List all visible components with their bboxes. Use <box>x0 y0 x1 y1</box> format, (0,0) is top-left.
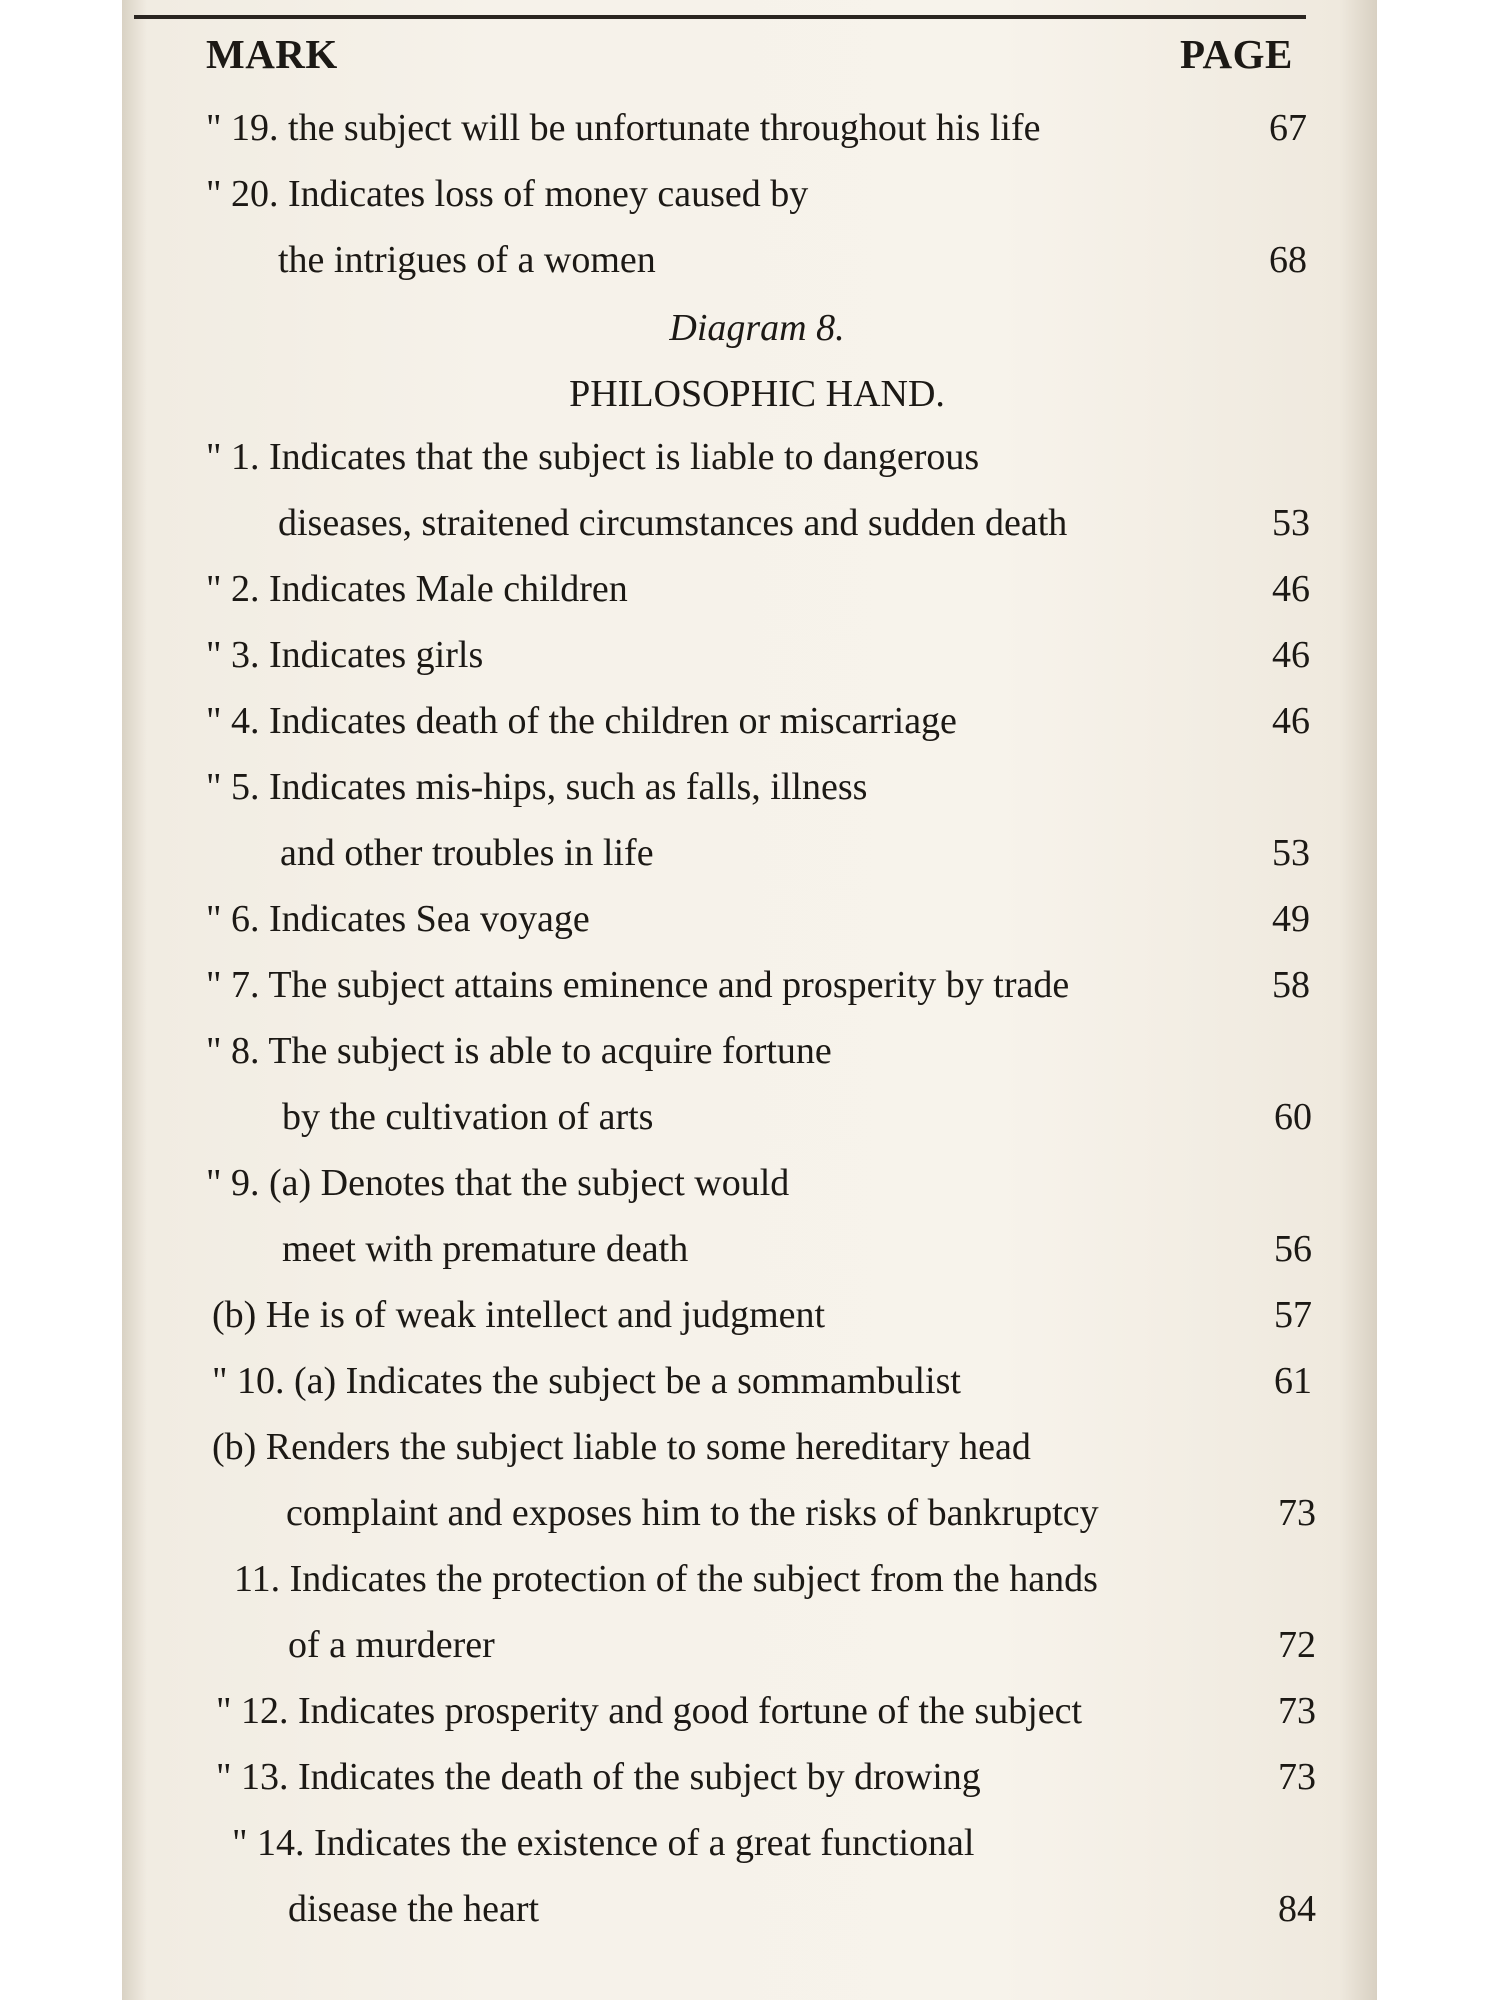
entry-page: 46 <box>1272 634 1310 676</box>
entry-line: " 2. Indicates Male children <box>206 568 628 610</box>
entry-page: 53 <box>1272 832 1310 874</box>
entry-line: " 3. Indicates girls <box>206 634 484 676</box>
entry-line: meet with premature death <box>282 1228 689 1270</box>
mark-column-header: MARK <box>206 31 338 77</box>
entry-page: 73 <box>1278 1492 1316 1534</box>
entry-page: 56 <box>1274 1228 1312 1270</box>
entry-line: the intrigues of a women <box>278 239 656 281</box>
entry-line: " 1. Indicates that the subject is liable to dangerous <box>206 436 980 478</box>
entry-line: " 14. Indicates the existence of a great functional <box>232 1822 975 1864</box>
entry-line: 11. Indicates the protection of the subject from the hands <box>234 1558 1098 1600</box>
entry-line: " 10. (a) Indicates the subject be a sommambulist <box>212 1360 961 1402</box>
entry-line: " 20. Indicates loss of money caused by <box>206 173 809 215</box>
entry-page: 46 <box>1272 568 1310 610</box>
entry-page: 46 <box>1272 700 1310 742</box>
entry-line: (b) He is of weak intellect and judgment <box>212 1294 826 1336</box>
entry-line: and other troubles in life <box>280 832 654 874</box>
page-column-header: PAGE <box>1180 31 1293 77</box>
entry-line: of a murderer <box>288 1624 495 1666</box>
entry-line: diseases, straitened circumstances and sudden death <box>278 502 1068 544</box>
entry-line: complaint and exposes him to the risks of bankruptcy <box>286 1492 1099 1534</box>
entry-line: disease the heart <box>288 1888 540 1930</box>
entry-page: 72 <box>1278 1624 1316 1666</box>
entry-line: " 6. Indicates Sea voyage <box>206 898 590 940</box>
entry-page: 73 <box>1278 1756 1316 1798</box>
entry-line: (b) Renders the subject liable to some hereditary head <box>212 1426 1031 1468</box>
entry-line: " 8. The subject is able to acquire fortune <box>206 1030 832 1072</box>
entry-line: " 12. Indicates prosperity and good fortune of the subject <box>216 1690 1083 1732</box>
entry-line: " 19. the subject will be unfortunate throughout his life <box>206 107 1041 149</box>
entry-page: 57 <box>1274 1294 1312 1336</box>
entry-page: 49 <box>1272 898 1310 940</box>
entry-line: by the cultivation of arts <box>282 1096 654 1138</box>
entry-page: 53 <box>1272 502 1310 544</box>
entry-line: " 13. Indicates the death of the subject by drowing <box>216 1756 981 1798</box>
section-heading: PHILOSOPHIC HAND. <box>569 373 945 415</box>
diagram-heading: Diagram 8. <box>669 307 845 349</box>
entry-line: " 4. Indicates death of the children or miscarriage <box>206 700 957 742</box>
entry-page: 68 <box>1269 239 1307 281</box>
entry-line: " 9. (a) Denotes that the subject would <box>206 1162 790 1204</box>
entry-page: 58 <box>1272 964 1310 1006</box>
entry-page: 61 <box>1274 1360 1312 1402</box>
entry-page: 67 <box>1269 107 1307 149</box>
entry-page: 60 <box>1274 1096 1312 1138</box>
entry-page: 73 <box>1278 1690 1316 1732</box>
entry-line: " 5. Indicates mis-hips, such as falls, illness <box>206 766 868 808</box>
entry-line: " 7. The subject attains eminence and prosperity by trade <box>206 964 1070 1006</box>
entry-page: 84 <box>1278 1888 1316 1930</box>
top-rule <box>134 15 1306 19</box>
